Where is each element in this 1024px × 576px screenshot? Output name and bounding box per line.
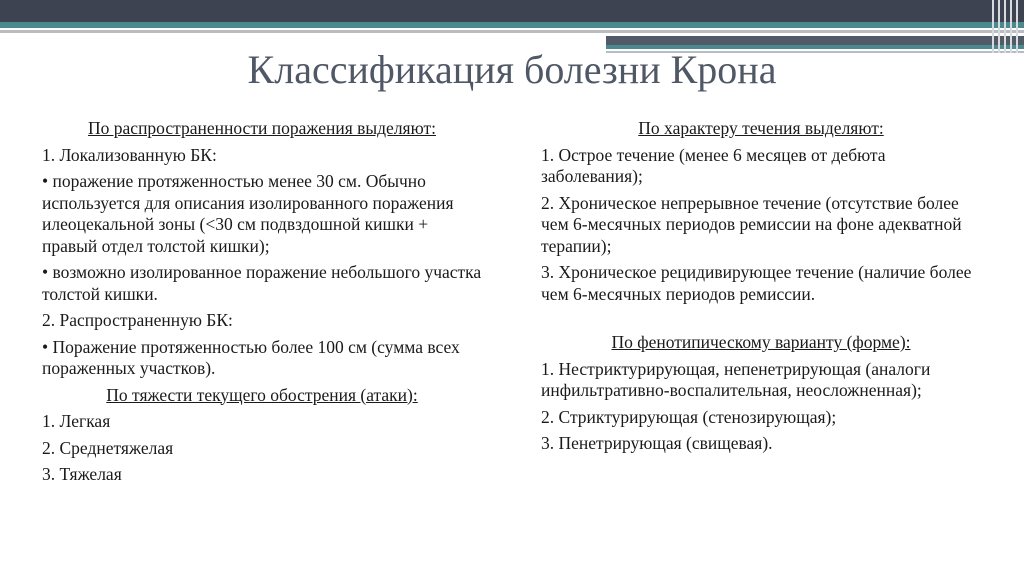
left-bullet: • Поражение протяженностью более 100 см (сумма всех пораженных участков).: [42, 336, 460, 378]
severity-item: 2. Среднетяжелая: [42, 437, 174, 458]
slide-title: Классификация болезни Крона: [247, 47, 777, 92]
phenotype-item: 3. Пенетрирующая (свищевая).: [541, 433, 773, 453]
left-heading-severity: По тяжести текущего обострения (атаки):: [106, 384, 418, 405]
left-bullet: • возможно изолированное поражение небольшого участка толстой кишки.: [42, 262, 482, 304]
right-heading-course: По характеру течения выделяют:: [638, 118, 884, 138]
left-column: [42, 118, 482, 486]
left-heading-distribution: По распространенности поражения выделяют:: [88, 118, 436, 138]
severity-item: 1. Легкая: [42, 411, 111, 431]
phenotype-item: 2. Стриктурирующая (стенозирующая);: [541, 406, 837, 427]
severity-item: 3. Тяжелая: [42, 464, 122, 484]
course-item: 3. Хроническое рецидивирующее течение (наличие более чем 6-месячных периодов ремиссии.: [541, 262, 972, 304]
right-heading-phenotype: По фенотипическому варианту (форме):: [611, 332, 911, 352]
course-item: 2. Хроническое непрерывное течение (отсутствие более чем 6-месячных периодов ремиссии на фоне адекватной терапии);: [541, 192, 962, 256]
right-column: [541, 118, 981, 455]
left-item-widespread: 2. Распространенную БК:: [42, 310, 233, 330]
left-bullet: • поражение протяженностью менее 30 см. Обычно используется для описания изолированного поражения илеоцекальной зоны (<30 см подвздошной кишки + правый отдел толстой кишки);: [42, 171, 454, 256]
left-item-localized: 1. Локализованную БК:: [42, 144, 217, 165]
phenotype-item: 1. Нестриктурирующая, непенетрирующая (аналоги инфильтративно-воспалительная, неосложненная);: [541, 358, 931, 400]
top-dark-bar: [0, 0, 1024, 22]
top-grey-line: [0, 30, 1024, 33]
course-item: 1. Острое течение (менее 6 месяцев от дебюта заболевания);: [541, 144, 886, 186]
top-teal-line: [0, 22, 1024, 28]
